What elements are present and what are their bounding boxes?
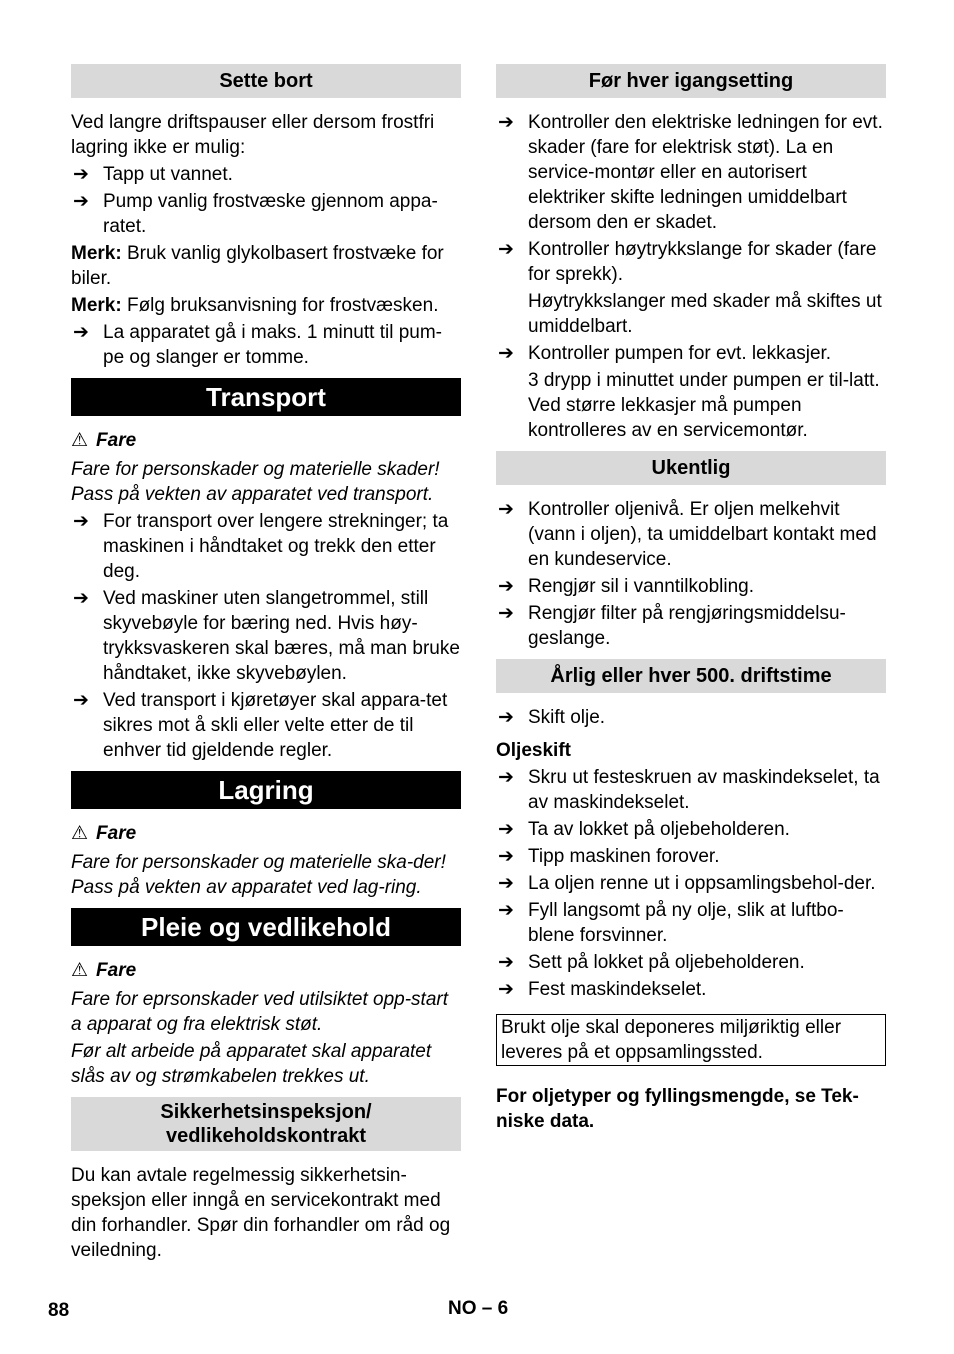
section-heading-arlig: Årlig eller hver 500. driftstime	[496, 659, 886, 693]
arrow-right-icon: ➔	[498, 576, 514, 597]
arrow-right-icon: ➔	[498, 343, 514, 364]
arrow-right-icon: ➔	[498, 873, 514, 894]
warning-triangle-icon: ⚠	[71, 960, 89, 981]
list-item: ➔ For transport over lengere strekninger; ta maskinen i håndtaket og trekk den etter deg.	[73, 511, 449, 582]
warning-text: Fare for eprsonskader ved utilsiktet opp-start a apparat og fra elektrisk støt.	[71, 989, 449, 1035]
section-heading-sikkerhetsinspeksjon: Sikkerhetsinspeksjon/ vedlikeholdskontrakt	[71, 1097, 461, 1151]
section-heading-ukentlig: Ukentlig	[496, 451, 886, 485]
list-item: ➔ La apparatet gå i maks. 1 minutt til pum-pe og slanger er tomme.	[73, 322, 442, 368]
arrow-right-icon: ➔	[498, 979, 514, 1000]
list-item: ➔ Ved transport i kjøretøyer skal appara-tet sikres mot å skli eller velte etter de til enhver tid gjeldende regler.	[73, 690, 448, 761]
arrow-right-icon: ➔	[73, 511, 89, 532]
arrow-right-icon: ➔	[498, 900, 514, 921]
list-item: ➔ Tipp maskinen forover.	[498, 846, 720, 867]
list-item: ➔ Fyll langsomt på ny olje, slik at luftbo-blene forsvinner.	[498, 900, 844, 946]
paragraph: Ved langre driftspauser eller dersom frostfri lagring ikke er mulig:	[71, 112, 435, 158]
final-note: For oljetyper og fyllingsmengde, se Tek-niske data.	[496, 1086, 859, 1132]
arrow-right-icon: ➔	[73, 690, 89, 711]
note: Merk: Følg bruksanvisning for frostvæsken.	[71, 295, 439, 316]
notice-box: Brukt olje skal deponeres miljøriktig eller leveres på et oppsamlingssted.	[496, 1014, 886, 1066]
sub-paragraph: 3 drypp i minuttet under pumpen er til-latt. Ved større lekkasjer må pumpen kontrolleres av en servicemontør.	[528, 370, 880, 441]
list-item: ➔ Rengjør filter på rengjøringsmiddelsu-geslange.	[498, 603, 846, 649]
list-item: ➔ Rengjør sil i vanntilkobling.	[498, 576, 754, 597]
arrow-right-icon: ➔	[498, 819, 514, 840]
warning-triangle-icon: ⚠	[71, 430, 89, 451]
section-heading-lagring: Lagring	[71, 771, 461, 809]
section-heading-sette-bort: Sette bort	[71, 64, 461, 98]
list-item: ➔ Ved maskiner uten slangetrommel, still skyvebøyle for bæring ned. Hvis høy-trykksvaskeren skal bæres, må man bruke håndtaket, ikke skyvebøylen.	[73, 588, 460, 684]
list-item: ➔ Pump vanlig frostvæske gjennom appa-ratet.	[73, 191, 438, 237]
section-heading-pleie: Pleie og vedlikehold	[71, 908, 461, 946]
arrow-right-icon: ➔	[73, 191, 89, 212]
arrow-right-icon: ➔	[498, 767, 514, 788]
arrow-right-icon: ➔	[498, 239, 514, 260]
arrow-right-icon: ➔	[498, 846, 514, 867]
left-column	[71, 64, 461, 1265]
warning-text: Fare for personskader og materielle skader! Pass på vekten av apparatet ved transport.	[71, 459, 440, 505]
arrow-right-icon: ➔	[498, 707, 514, 728]
list-item: ➔ Tapp ut vannet.	[73, 164, 233, 185]
arrow-right-icon: ➔	[73, 164, 89, 185]
list-item: ➔ Sett på lokket på oljebeholderen.	[498, 952, 805, 973]
arrow-right-icon: ➔	[498, 112, 514, 133]
warning-text: Fare for personskader og materielle ska-der! Pass på vekten av apparatet ved lag-ring.	[71, 852, 446, 898]
list-item: ➔ Fest maskindekselet.	[498, 979, 707, 1000]
arrow-right-icon: ➔	[498, 499, 514, 520]
warning-triangle-icon: ⚠	[71, 823, 89, 844]
list-item: ➔ Kontroller den elektriske ledningen for evt. skader (fare for elektrisk støt). La en service-montør eller en autorisert elektriker skifte ledningen umiddelbart dersom den er skadet.	[498, 112, 883, 233]
paragraph: Du kan avtale regelmessig sikkerhetsin-speksjon eller inngå en servicekontrakt med din forhandler. Spør din forhandler om råd og veiledning.	[71, 1165, 451, 1261]
warning-label: ⚠ Fare	[71, 823, 137, 844]
sub-paragraph: Høytrykkslanger med skader må skiftes ut umiddelbart.	[528, 291, 882, 337]
list-item: ➔ Skift olje.	[498, 707, 606, 728]
warning-text: Før alt arbeide på apparatet skal apparatet slås av og strømkabelen trekkes ut.	[71, 1041, 432, 1087]
list-item: ➔ Ta av lokket på oljebeholderen.	[498, 819, 790, 840]
arrow-right-icon: ➔	[73, 588, 89, 609]
list-item: ➔ Kontroller høytrykkslange for skader (fare for sprekk).	[498, 239, 877, 285]
list-item: ➔ Kontroller oljenivå. Er oljen melkehvit (vann i oljen), ta umiddelbart kontakt med en kundeservice.	[498, 499, 877, 570]
subheading-oljeskift: Oljeskift	[496, 740, 571, 761]
page-number: 88	[48, 1300, 70, 1321]
arrow-right-icon: ➔	[498, 603, 514, 624]
right-column	[496, 64, 886, 1136]
warning-label: ⚠ Fare	[71, 430, 137, 451]
section-heading-transport: Transport	[71, 378, 461, 416]
warning-label: ⚠ Fare	[71, 960, 137, 981]
arrow-right-icon: ➔	[73, 322, 89, 343]
section-heading-for-hver-igangsetting: Før hver igangsetting	[496, 64, 886, 98]
section-code: NO – 6	[448, 1298, 509, 1319]
arrow-right-icon: ➔	[498, 952, 514, 973]
list-item: ➔ La oljen renne ut i oppsamlingsbehol-der.	[498, 873, 876, 894]
list-item: ➔ Skru ut festeskruen av maskindekselet, ta av maskindekselet.	[498, 767, 880, 813]
list-item: ➔ Kontroller pumpen for evt. lekkasjer.	[498, 343, 832, 364]
note: Merk: Bruk vanlig glykolbasert frostvæke for biler.	[71, 243, 444, 289]
